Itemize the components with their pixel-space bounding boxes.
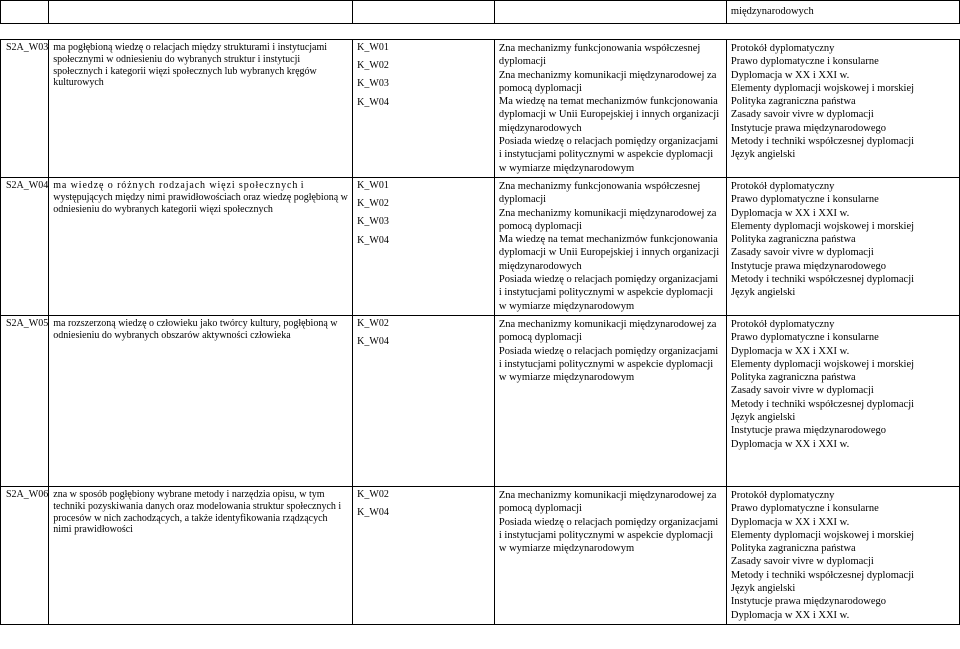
course: Elementy dyplomacji wojskowej i morskiej <box>730 220 915 232</box>
course: Prawo dyplomatyczne i konsularne <box>730 194 879 206</box>
outcome-description-lead: ma wiedzę o różnych rodzajach więzi społecznych <box>53 179 299 191</box>
module-effects <box>494 177 726 315</box>
course: Zasady savoir vivre w dyplomacji <box>730 109 874 121</box>
k-code: K_W03 <box>357 78 389 90</box>
course: Instytucje prawa międzynarodowego <box>730 596 887 608</box>
course: Instytucje prawa międzynarodowego <box>730 260 887 272</box>
course: Dyplomacja w XX i XXI w. <box>730 207 850 219</box>
course: Polityka zagraniczna państwa <box>730 234 856 246</box>
course: Elementy dyplomacji wojskowej i morskiej <box>730 529 915 541</box>
top-row-text: międzynarodowych <box>726 1 959 24</box>
k-code: K_W02 <box>357 198 389 210</box>
k-codes <box>353 486 495 624</box>
table-row <box>1 177 960 315</box>
k-codes <box>353 40 495 178</box>
outcome-code: S2A_W03 <box>1 40 49 178</box>
table-row <box>1 486 960 624</box>
course: Protokół dyplomatyczny <box>730 318 835 330</box>
module-effect: Ma wiedzę na temat mechanizmów funkcjonowania dyplomacji w Unii Europejskiej i innych organizacji międzynarodowych <box>498 96 720 134</box>
course: Metody i techniki współczesnej dyplomacji <box>730 274 915 286</box>
course: Polityka zagraniczna państwa <box>730 543 856 555</box>
course: Protokół dyplomatyczny <box>730 43 835 54</box>
course: Protokół dyplomatyczny <box>730 180 835 192</box>
k-code: K_W04 <box>357 336 389 348</box>
course: Prawo dyplomatyczne i konsularne <box>730 503 879 515</box>
k-code: K_W04 <box>357 234 389 246</box>
courses <box>726 40 959 178</box>
course: Zasady savoir vivre w dyplomacji <box>730 556 874 568</box>
module-effects <box>494 40 726 178</box>
k-code: K_W02 <box>357 317 389 329</box>
module-effect: Zna mechanizmy funkcjonowania współczesnej dyplomacji <box>498 180 701 206</box>
outcome-description-rest: i występujących między nimi prawidłowościach oraz wiedzę pogłębioną w odniesieniu do wybranych kategorii więzi społecznych <box>53 179 348 215</box>
table-row <box>1 40 960 178</box>
course: Dyplomacja w XX i XXI w. <box>730 516 850 528</box>
module-effect: Posiada wiedzę o relacjach pomiędzy organizacjami i instytucjami politycznymi w aspekcie dyplomacji w wymiarze międzynarodowym <box>498 136 719 174</box>
course: Język angielski <box>730 287 796 299</box>
courses <box>726 486 959 624</box>
module-effect: Zna mechanizmy komunikacji międzynarodowej za pomocą dyplomacji <box>498 489 717 515</box>
course: Zasady savoir vivre w dyplomacji <box>730 247 874 259</box>
course: Elementy dyplomacji wojskowej i morskiej <box>730 358 915 370</box>
course: Dyplomacja w XX i XXI w. <box>730 609 850 621</box>
course: Prawo dyplomatyczne i konsularne <box>730 332 879 344</box>
table-row-top <box>1 1 960 24</box>
course: Polityka zagraniczna państwa <box>730 372 856 384</box>
module-effect: Posiada wiedzę o relacjach pomiędzy organizacjami i instytucjami politycznymi w aspekcie dyplomacji w wymiarze międzynarodowym <box>498 345 719 384</box>
k-codes <box>353 315 495 486</box>
k-code: K_W01 <box>357 42 389 53</box>
outcome-description: ma rozszerzoną wiedzę o człowieku jako twórcy kultury, pogłębioną w odniesieniu do wybranych obszarów aktywności człowieka <box>49 315 353 486</box>
spacer-row <box>1 24 960 40</box>
k-code: K_W02 <box>357 60 389 72</box>
courses <box>726 315 959 486</box>
courses <box>726 177 959 315</box>
module-effect: Ma wiedzę na temat mechanizmów funkcjonowania dyplomacji w Unii Europejskiej i innych organizacji międzynarodowych <box>498 234 720 272</box>
module-effect: Zna mechanizmy komunikacji międzynarodowej za pomocą dyplomacji <box>498 318 717 344</box>
k-code: K_W01 <box>357 179 389 191</box>
course: Dyplomacja w XX i XXI w. <box>730 345 850 357</box>
course: Dyplomacja w XX i XXI w. <box>730 438 850 450</box>
course: Język angielski <box>730 583 796 595</box>
course: Dyplomacja w XX i XXI w. <box>730 69 850 81</box>
course: Prawo dyplomatyczne i konsularne <box>730 56 879 68</box>
table-row <box>1 315 960 486</box>
module-effect: Posiada wiedzę o relacjach pomiędzy organizacjami i instytucjami politycznymi w aspekcie dyplomacji w wymiarze międzynarodowym <box>498 274 719 312</box>
module-effect: Posiada wiedzę o relacjach pomiędzy organizacjami i instytucjami politycznymi w aspekcie dyplomacji w wymiarze międzynarodowym <box>498 516 719 555</box>
course: Język angielski <box>730 149 796 161</box>
k-code: K_W04 <box>357 507 389 519</box>
outcome-description <box>49 177 353 315</box>
module-effects <box>494 486 726 624</box>
course: Instytucje prawa międzynarodowego <box>730 122 887 134</box>
outcome-code: S2A_W04 <box>1 177 49 315</box>
outcome-code: S2A_W05 <box>1 315 49 486</box>
course: Metody i techniki współczesnej dyplomacji <box>730 136 915 148</box>
k-codes <box>353 177 495 315</box>
course: Zasady savoir vivre w dyplomacji <box>730 385 874 397</box>
outcome-description: ma pogłębioną wiedzę o relacjach między strukturami i instytucjami społecznymi w odniesieniu do wybranych struktur i instytucji społecznych i kategorii więzi społecznych lub wybranych kręgów kulturowych <box>49 40 353 178</box>
course: Protokół dyplomatyczny <box>730 489 835 501</box>
course: Metody i techniki współczesnej dyplomacji <box>730 398 915 410</box>
k-code: K_W02 <box>357 488 389 500</box>
outcome-description: zna w sposób pogłębiony wybrane metody i narzędzia opisu, w tym techniki pozyskiwania danych oraz modelowania struktur społecznych i procesów w nich zachodzących, a także identyfikowania rządzących nimi prawidłowości <box>49 486 353 624</box>
course: Elementy dyplomacji wojskowej i morskiej <box>730 82 915 94</box>
course: Polityka zagraniczna państwa <box>730 96 856 108</box>
module-effects <box>494 315 726 486</box>
module-effect: Zna mechanizmy komunikacji międzynarodowej za pomocą dyplomacji <box>498 69 717 94</box>
course: Instytucje prawa międzynarodowego <box>730 425 887 437</box>
k-code: K_W03 <box>357 216 389 228</box>
k-code: K_W04 <box>357 96 389 108</box>
course: Metody i techniki współczesnej dyplomacji <box>730 569 915 581</box>
module-effect: Zna mechanizmy funkcjonowania współczesnej dyplomacji <box>498 43 701 68</box>
outcome-code: S2A_W06 <box>1 486 49 624</box>
course: Język angielski <box>730 412 796 424</box>
module-effect: Zna mechanizmy komunikacji międzynarodowej za pomocą dyplomacji <box>498 207 717 232</box>
